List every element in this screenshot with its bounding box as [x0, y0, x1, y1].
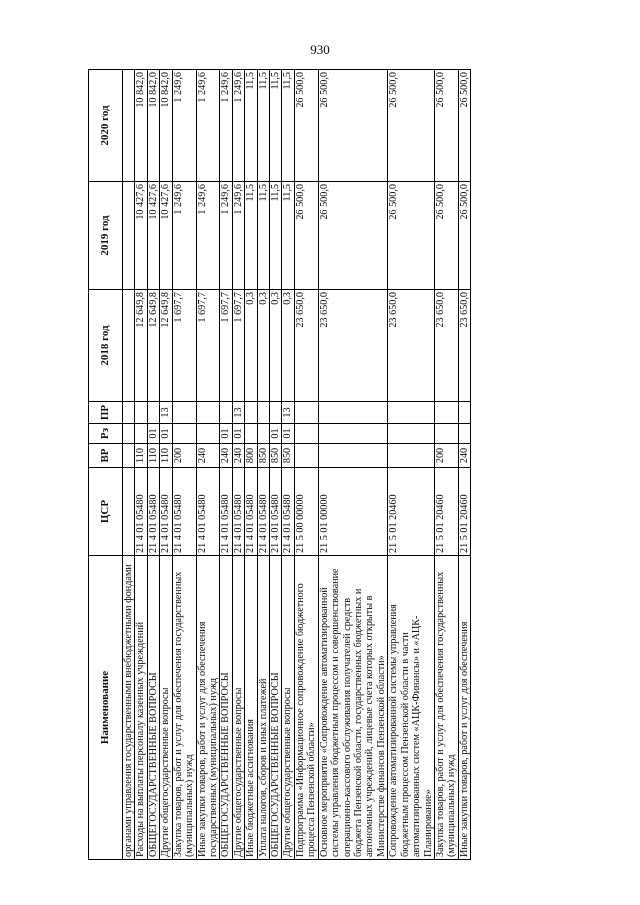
- cell-name: Основное мероприятие «Сопровождение автоматизированной системы управления бюджетным процессом и совершенствование операционно-кассового обслуживания получателей средств бюджета Пензенской области, государственных бюджетных и автономных учреждений, лицевые счета которых открыты в Министерстве финансов Пензенской области»: [318, 556, 388, 860]
- cell-2020: 10 842,0: [160, 70, 172, 182]
- cell-2020: [123, 70, 135, 182]
- table-row: [294, 70, 318, 860]
- cell-name: Закупка товаров, работ и услуг для обеспечения государственных (муниципальных) нужд: [434, 556, 458, 860]
- cell-2020: 10 842,0: [147, 70, 159, 182]
- cell-pr: [318, 402, 388, 424]
- cell-2018: [123, 290, 135, 402]
- cell-2019: 26 500,0: [294, 182, 318, 290]
- cell-vr: 200: [172, 444, 196, 468]
- cell-csr: 21 4 01 05480: [172, 468, 196, 556]
- cell-rz: 01: [147, 424, 159, 444]
- cell-rz: 01: [160, 424, 172, 444]
- cell-2018: 12 649,8: [147, 290, 159, 402]
- cell-vr: 850: [270, 444, 282, 468]
- cell-vr: 850: [257, 444, 269, 468]
- cell-rz: 01: [232, 424, 244, 444]
- cell-2020: 26 500,0: [318, 70, 388, 182]
- cell-vr: 240: [232, 444, 244, 468]
- table-row: [282, 70, 294, 860]
- cell-vr: 240: [458, 444, 470, 468]
- cell-2020: 11,5: [282, 70, 294, 182]
- cell-2018: 1 697,7: [172, 290, 196, 402]
- table-row: [388, 70, 435, 860]
- cell-2018: 0,3: [245, 290, 257, 402]
- cell-rz: [135, 424, 147, 444]
- cell-2019: 1 249,6: [172, 182, 196, 290]
- cell-2018: 12 649,8: [160, 290, 172, 402]
- cell-name: ОБЩЕГОСУДАРСТВЕННЫЕ ВОПРОСЫ: [220, 556, 232, 860]
- cell-2020: 26 500,0: [434, 70, 458, 182]
- cell-2020: 11,5: [257, 70, 269, 182]
- cell-2018: 12 649,8: [135, 290, 147, 402]
- cell-csr: 21 4 01 05480: [245, 468, 257, 556]
- cell-vr: [388, 444, 435, 468]
- cell-csr: 21 4 01 05480: [196, 468, 220, 556]
- cell-2019: [123, 182, 135, 290]
- cell-2018: 1 697,7: [196, 290, 220, 402]
- cell-2020: 26 500,0: [294, 70, 318, 182]
- cell-2020: 1 249,6: [196, 70, 220, 182]
- cell-name: Иные бюджетные ассигнования: [245, 556, 257, 860]
- cell-csr: [123, 468, 135, 556]
- cell-pr: [257, 402, 269, 424]
- cell-csr: 21 4 01 05480: [232, 468, 244, 556]
- cell-pr: [220, 402, 232, 424]
- cell-2019: 11,5: [257, 182, 269, 290]
- cell-name: ОБЩЕГОСУДАРСТВЕННЫЕ ВОПРОСЫ: [270, 556, 282, 860]
- cell-csr: 21 4 01 05480: [270, 468, 282, 556]
- cell-2020: 26 500,0: [458, 70, 470, 182]
- cell-rz: [318, 424, 388, 444]
- cell-2020: 1 249,6: [172, 70, 196, 182]
- table-row: [434, 70, 458, 860]
- cell-pr: [147, 402, 159, 424]
- cell-rz: 01: [220, 424, 232, 444]
- table-row: [220, 70, 232, 860]
- cell-2020: 11,5: [245, 70, 257, 182]
- page-number: 930: [310, 42, 330, 57]
- cell-name: Уплата налогов, сборов и иных платежей: [257, 556, 269, 860]
- cell-pr: [294, 402, 318, 424]
- cell-pr: [245, 402, 257, 424]
- cell-csr: 21 4 01 05480: [135, 468, 147, 556]
- budget-table: [88, 69, 471, 860]
- cell-2019: 10 427,6: [135, 182, 147, 290]
- cell-2019: 26 500,0: [458, 182, 470, 290]
- header-csr: ЦСР: [89, 468, 123, 556]
- cell-pr: 13: [232, 402, 244, 424]
- cell-2019: 26 500,0: [388, 182, 435, 290]
- cell-2019: 1 249,6: [220, 182, 232, 290]
- cell-name: органами управления государственными внебюджетными фондами: [123, 556, 135, 860]
- table-row: [257, 70, 269, 860]
- cell-rz: [294, 424, 318, 444]
- table-row: [245, 70, 257, 860]
- cell-2019: 11,5: [282, 182, 294, 290]
- cell-2018: 23 650,0: [458, 290, 470, 402]
- cell-name: Подпрограмма «Информационное сопровождение бюджетного процесса Пензенской области»: [294, 556, 318, 860]
- cell-2020: 10 842,0: [135, 70, 147, 182]
- cell-vr: [123, 444, 135, 468]
- cell-vr: [294, 444, 318, 468]
- cell-name: Закупка товаров, работ и услуг для обеспечения государственных (муниципальных) нужд: [172, 556, 196, 860]
- table-row: [172, 70, 196, 860]
- cell-rz: [245, 424, 257, 444]
- cell-name: Иные закупки товаров, работ и услуг для обеспечения: [458, 556, 470, 860]
- cell-2018: 1 697,7: [232, 290, 244, 402]
- cell-rz: [257, 424, 269, 444]
- cell-vr: 110: [160, 444, 172, 468]
- cell-rz: [434, 424, 458, 444]
- header-2020: 2020 год: [89, 70, 123, 182]
- table-header: [89, 70, 123, 860]
- cell-csr: 21 5 01 20460: [458, 468, 470, 556]
- cell-rz: 01: [282, 424, 294, 444]
- header-2019: 2019 год: [89, 182, 123, 290]
- cell-pr: [434, 402, 458, 424]
- cell-rz: [196, 424, 220, 444]
- table-row: [458, 70, 470, 860]
- cell-2018: 23 650,0: [294, 290, 318, 402]
- cell-pr: [135, 402, 147, 424]
- cell-name: Другие общегосударственные вопросы: [232, 556, 244, 860]
- header-rz: Рз: [89, 424, 123, 444]
- cell-csr: 21 4 01 05480: [257, 468, 269, 556]
- header-vr: ВР: [89, 444, 123, 468]
- table-body: [123, 70, 471, 860]
- cell-pr: 13: [160, 402, 172, 424]
- cell-pr: [172, 402, 196, 424]
- cell-pr: [270, 402, 282, 424]
- cell-pr: [388, 402, 435, 424]
- table-row: [123, 70, 135, 860]
- cell-2020: 1 249,6: [232, 70, 244, 182]
- cell-csr: 21 4 01 05480: [282, 468, 294, 556]
- cell-2019: 11,5: [245, 182, 257, 290]
- cell-2018: 0,3: [270, 290, 282, 402]
- cell-name: ОБЩЕГОСУДАРСТВЕННЫЕ ВОПРОСЫ: [147, 556, 159, 860]
- header-pr: ПР: [89, 402, 123, 424]
- cell-pr: [196, 402, 220, 424]
- cell-2020: 26 500,0: [388, 70, 435, 182]
- cell-csr: 21 4 01 05480: [160, 468, 172, 556]
- cell-csr: 21 4 01 05480: [147, 468, 159, 556]
- cell-vr: 240: [220, 444, 232, 468]
- cell-name: Сопровождение автоматизированной системы управления бюджетным процессом Пензенской области в части автоматизированных систем «АЦК-Финансы» и «АЦК-Планирование»: [388, 556, 435, 860]
- cell-csr: 21 4 01 05480: [220, 468, 232, 556]
- cell-pr: [123, 402, 135, 424]
- table-row: [270, 70, 282, 860]
- table-row: [232, 70, 244, 860]
- cell-vr: 200: [434, 444, 458, 468]
- cell-vr: 800: [245, 444, 257, 468]
- table-row: [318, 70, 388, 860]
- cell-2020: 1 249,6: [220, 70, 232, 182]
- header-2018: 2018 год: [89, 290, 123, 402]
- cell-csr: 21 5 01 00000: [318, 468, 388, 556]
- rotated-table-container: [88, 70, 558, 860]
- cell-vr: 110: [147, 444, 159, 468]
- cell-2018: 23 650,0: [388, 290, 435, 402]
- table-row: [135, 70, 147, 860]
- cell-2019: 10 427,6: [147, 182, 159, 290]
- cell-2019: 26 500,0: [318, 182, 388, 290]
- cell-csr: 21 5 01 20460: [388, 468, 435, 556]
- cell-2020: 11,5: [270, 70, 282, 182]
- cell-vr: [318, 444, 388, 468]
- cell-2018: 23 650,0: [318, 290, 388, 402]
- table-row: [160, 70, 172, 860]
- cell-2018: 1 697,7: [220, 290, 232, 402]
- cell-csr: 21 5 01 20460: [434, 468, 458, 556]
- cell-2018: 0,3: [282, 290, 294, 402]
- cell-rz: [123, 424, 135, 444]
- cell-2019: 1 249,6: [196, 182, 220, 290]
- cell-name: Расходы на выплаты персоналу казенных учреждений: [135, 556, 147, 860]
- cell-2018: 0,3: [257, 290, 269, 402]
- cell-pr: [458, 402, 470, 424]
- table-row: [147, 70, 159, 860]
- cell-rz: [172, 424, 196, 444]
- header-name: Наименование: [89, 556, 123, 860]
- cell-2019: 1 249,6: [232, 182, 244, 290]
- cell-name: Другие общегосударственные вопросы: [282, 556, 294, 860]
- cell-vr: 240: [196, 444, 220, 468]
- cell-rz: [388, 424, 435, 444]
- table-row: [196, 70, 220, 860]
- cell-2019: 11,5: [270, 182, 282, 290]
- cell-rz: 01: [270, 424, 282, 444]
- cell-name: Иные закупки товаров, работ и услуг для обеспечения государственных (муниципальных) нужд: [196, 556, 220, 860]
- cell-rz: [458, 424, 470, 444]
- cell-2018: 23 650,0: [434, 290, 458, 402]
- cell-vr: 110: [135, 444, 147, 468]
- cell-2019: 10 427,6: [160, 182, 172, 290]
- cell-name: Другие общегосударственные вопросы: [160, 556, 172, 860]
- cell-vr: 850: [282, 444, 294, 468]
- cell-2019: 26 500,0: [434, 182, 458, 290]
- cell-csr: 21 5 00 00000: [294, 468, 318, 556]
- cell-pr: 13: [282, 402, 294, 424]
